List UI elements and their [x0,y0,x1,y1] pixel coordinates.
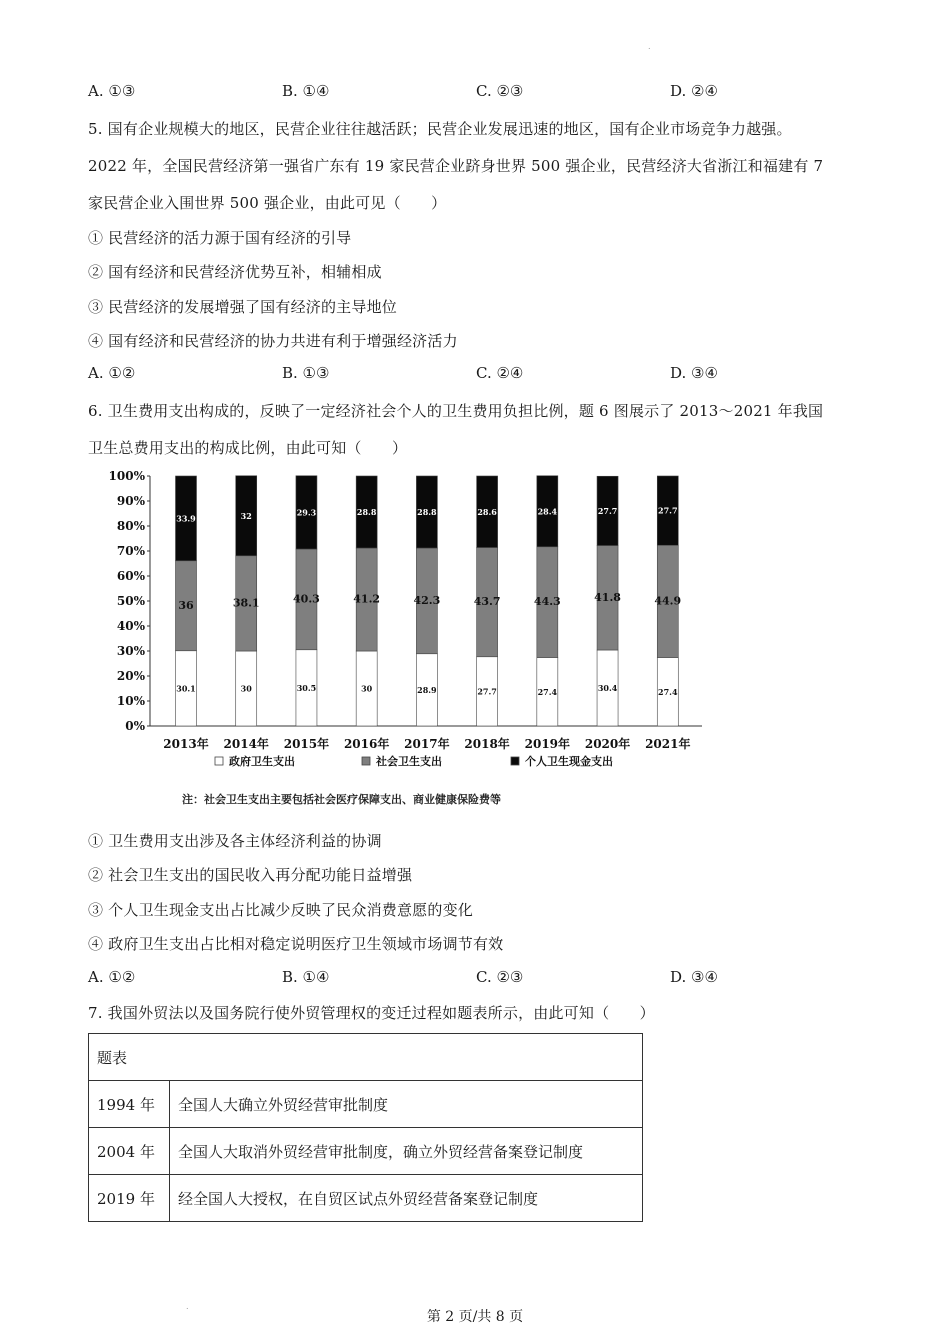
q4-option-d: D. ②④ [670,82,718,100]
table-row [89,1128,643,1175]
q5-option-b: B. ①③ [282,364,330,382]
q5-stem-line-2: 2022 年，全国民营经济第一强省广东有 19 家民营企业跻身世界 500 强企业，民营经济大省浙江和福建有 7 [88,157,824,175]
y-tick-label: 80% [116,519,145,533]
legend-label: 个人卫生现金支出 [525,755,613,768]
table-year: 2004 年 [89,1128,170,1175]
q6-option-a: A. ①② [88,968,136,986]
table-year: 1994 年 [89,1081,170,1128]
bar-data-label: 27.7 [658,505,678,516]
bar-data-label: 32 [240,510,252,521]
bar-data-label: 27.4 [658,686,678,697]
page-footer: 第 2 页/共 8 页 [426,1309,524,1325]
q5-stem-line-3: 家民营企业入围世界 500 强企业，由此可见（ ） [88,194,447,212]
bar-data-label: 27.7 [597,505,618,516]
q6-stacked-bar-chart [100,462,720,812]
scan-dot: . [186,1302,189,1311]
y-tick-label: 90% [116,494,145,508]
x-tick-label: 2020年 [584,737,631,751]
y-tick-label: 100% [108,469,145,483]
y-tick-label: 40% [116,619,145,633]
q5-item-2: ② 国有经济和民营经济优势互补，相辅相成 [88,263,382,281]
q7-table [88,1033,643,1222]
bar-data-label: 28.9 [417,684,437,695]
y-tick-label: 60% [116,569,145,583]
bar-data-label: 27.7 [477,686,497,697]
x-tick-label: 2014年 [223,737,269,751]
q6-option-b: B. ①④ [282,968,330,986]
bar-data-label: 38.1 [232,596,260,610]
bar-data-label: 27.4 [537,686,558,697]
bar-data-label: 29.3 [296,507,317,518]
y-tick-label: 70% [116,544,145,558]
bar-data-label: 28.8 [417,507,437,517]
q5-item-1: ① 民营经济的活力源于国有经济的引导 [88,229,352,247]
legend-label: 政府卫生支出 [229,755,295,768]
q4-option-a: A. ①③ [88,82,136,100]
q6-item-3: ③ 个人卫生现金支出占比减少反映了民众消费意愿的变化 [88,901,473,919]
q5-option-c: C. ②④ [476,364,524,382]
bar-data-label: 30.5 [296,682,317,693]
bar-data-label: 28.6 [477,506,497,517]
legend-label: 社会卫生支出 [376,755,442,768]
x-tick-label: 2015年 [283,737,330,751]
q5-item-4: ④ 国有经济和民营经济的协力共进有利于增强经济活力 [88,332,458,350]
bar-data-label: 36 [178,598,194,612]
legend-swatch [215,757,223,765]
bar-data-label: 33.9 [176,513,196,524]
legend-swatch [362,757,370,765]
q6-stem-line-1: 6. 卫生费用支出构成的，反映了一定经济社会个人的卫生费用负担比例，题 6 图展示了 2013～2021 年我国 [88,402,824,420]
bar-data-label: 30 [361,683,373,694]
q5-stem-line-1: 5. 国有企业规模大的地区，民营企业往往越活跃；民营企业发展迅速的地区，国有企业市场竞争力越强。 [88,120,792,138]
q6-stem-line-2: 卫生总费用支出的构成比例，由此可知（ ） [88,439,408,457]
table-text: 经全国人大授权，在自贸区试点外贸经营备案登记制度 [170,1175,643,1222]
chart-note: 注：社会卫生支出主要包括社会医疗保障支出、商业健康保险费等 [182,793,501,806]
table-row [89,1081,643,1128]
bar-data-label: 43.7 [473,595,501,609]
bar-data-label: 30 [240,683,252,694]
table-row [89,1175,643,1222]
q6-item-4: ④ 政府卫生支出占比相对稳定说明医疗卫生领域市场调节有效 [88,935,504,953]
x-tick-label: 2013年 [163,737,209,751]
y-tick-label: 30% [116,644,145,658]
table-text: 全国人大确立外贸经营审批制度 [170,1081,643,1128]
table-title: 题表 [89,1034,643,1081]
bar-data-label: 44.9 [654,594,682,608]
q6-option-c: C. ②③ [476,968,524,986]
bar-data-label: 41.2 [353,592,381,606]
table-year: 2019 年 [89,1175,170,1222]
x-tick-label: 2019年 [524,737,571,751]
q5-item-3: ③ 民营经济的发展增强了国有经济的主导地位 [88,298,397,316]
y-tick-label: 0% [125,719,145,733]
bar-data-label: 28.8 [356,507,377,517]
bar-data-label: 41.8 [594,590,621,604]
bar-data-label: 42.3 [413,593,441,607]
y-tick-label: 10% [116,694,145,708]
x-tick-label: 2018年 [464,737,510,751]
x-tick-label: 2016年 [343,737,390,751]
q6-option-d: D. ③④ [670,968,718,986]
bar-data-label: 30.1 [176,683,196,694]
x-tick-label: 2017年 [404,737,450,751]
bar-data-label: 30.4 [597,683,618,693]
q4-option-b: B. ①④ [282,82,330,100]
q5-option-a: A. ①② [88,364,136,382]
scan-dot: . [648,42,651,51]
bar-data-label: 40.3 [293,592,320,606]
bar-data-label: 28.4 [537,506,558,517]
x-tick-label: 2021年 [645,737,691,751]
q6-item-2: ② 社会卫生支出的国民收入再分配功能日益增强 [88,866,413,884]
y-tick-label: 20% [116,669,145,683]
q5-option-d: D. ③④ [670,364,718,382]
q6-item-1: ① 卫生费用支出涉及各主体经济利益的协调 [88,832,382,850]
table-title-row [89,1034,643,1081]
bar-data-label: 44.3 [533,595,561,609]
q4-option-c: C. ②③ [476,82,524,100]
legend-swatch [511,757,519,765]
q7-stem: 7. 我国外贸法以及国务院行使外贸管理权的变迁过程如题表所示，由此可知（ ） [88,1004,655,1022]
table-text: 全国人大取消外贸经营审批制度，确立外贸经营备案登记制度 [170,1128,643,1175]
y-tick-label: 50% [116,594,145,608]
